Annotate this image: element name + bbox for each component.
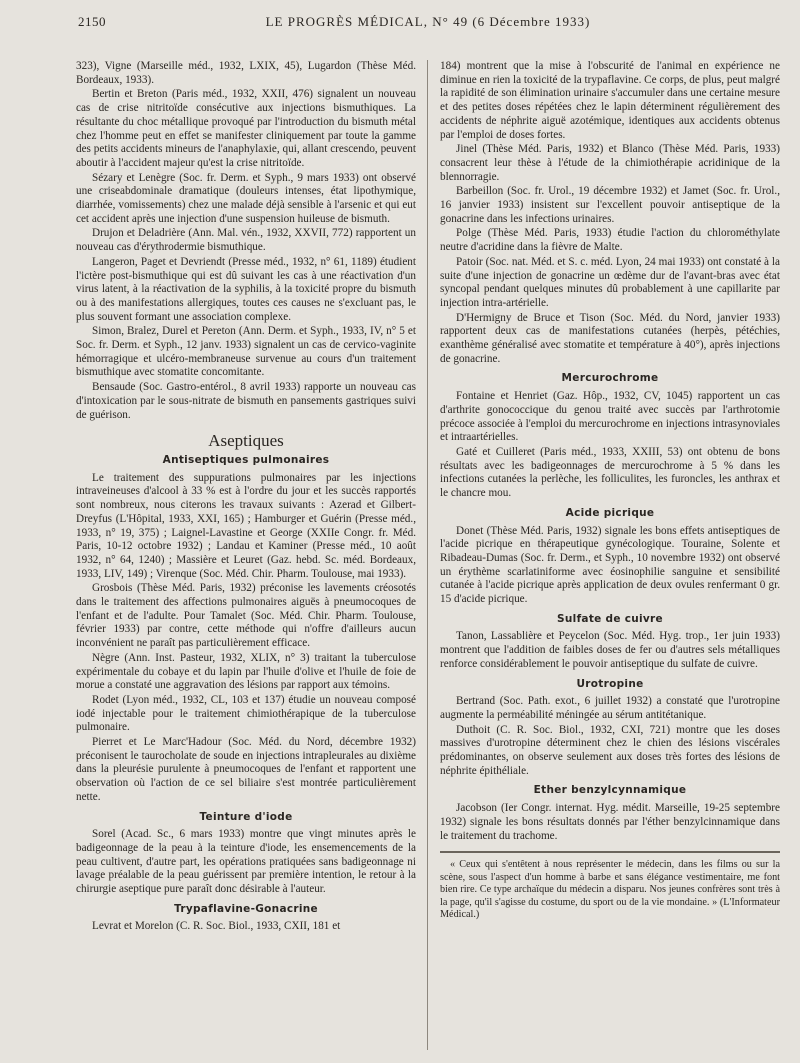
paragraph: Drujon et Deladrière (Ann. Mal. vén., 1932, XXVII, 772) rapportent un nouveau cas d'érythrodermie bismuthique. bbox=[76, 227, 416, 254]
paragraph: Pierret et Le Marc'Hadour (Soc. Méd. du Nord, décembre 1932) préconisent le taurocholate de soude en injections intrapleurales au dixième dans la pleurésie purulente à pneumocoques de l'enfant et rapportent une observation où l'action de ce sel biliaire s'est montrée particulièrement nette. bbox=[76, 736, 416, 803]
paragraph: Sézary et Lenègre (Soc. fr. Derm. et Syph., 9 mars 1933) ont observé une criseabdominale dramatique (douleurs intenses, état lipothymique, diarrhée, vomissements) chez une malade déjà sensible à l'arsenic et qui eut cet accident après une injection d'une suspension huileuse de bismuth. bbox=[76, 171, 416, 225]
subsection-heading: Mercurochrome bbox=[561, 372, 659, 385]
subsection-heading: Sulfate de cuivre bbox=[557, 612, 663, 625]
paragraph: 184) montrent que la mise à l'obscurité de l'animal en expérience ne diminue en rien la toxicité de la trypaflavine. Ce corps, de plus, peut malgré la rapidité de son élimination urinaire s'accumuler dans une certaine mesure et des petites doses répétées chez le lapin déterminent régulièrement des accidents de néphrite aiguë azotémique, identiques aux accidents obtenus par l'emploi de doses fortes. bbox=[440, 60, 780, 141]
footnote-quote: « Ceux qui s'entêtent à nous représenter le médecin, dans les films ou sur la scène, sous l'aspect d'un homme à barbe et sans élégance vestimentaire, me font bien rire. Ce type archaïque du médecin a disparu. Nos jeunes confrères sont très à la page, qu'il s'agisse du costume, du sport ou de la vie mondaine. » (L'Informateur Médical.) bbox=[440, 859, 780, 921]
subsection-heading: Urotropine bbox=[576, 677, 644, 690]
section-title: Aseptiques bbox=[208, 431, 284, 451]
subsection-heading: Teinture d'iode bbox=[199, 810, 293, 823]
subsection-heading: Trypaflavine-Gonacrine bbox=[174, 902, 318, 915]
paragraph: Donet (Thèse Méd. Paris, 1932) signale les bons effets antiseptiques de l'acide picrique en thérapeutique gynécologique. Touraine, Solente et Ribadeau-Dumas (Soc. fr. Derm., et Syph., 10 novembre 1932) ont observé un érythème scarlatiniforme avec éosinophilie sanguine et sensibilité cutanée à l'acide picrique après application de deux ovules renfermant 0 gr. 15 d'acide picrique. bbox=[440, 524, 780, 606]
paragraph: Bertrand (Soc. Path. exot., 6 juillet 1932) a constaté que l'urotropine augmente la perméabilité méningée au sérum antitétanique. bbox=[440, 695, 780, 721]
paragraph: Sorel (Acad. Sc., 6 mars 1933) montre que vingt minutes après le badigeonnage de la peau à la teinture d'iode, les ensemencements de la peau cultivent, d'autre part, les opérations pratiquées sans badigeonnage ni lavage préalable de la peau guérissent par première intention, le retour à la chirurgie aseptique pure paraît donc désirable à l'auteur. bbox=[76, 828, 416, 896]
paragraph: Rodet (Lyon méd., 1932, CL, 103 et 137) étudie un nouveau composé iodé injectable pour le traitement chimiothérapique de la tuberculose pulmonaire. bbox=[76, 693, 416, 734]
left-column bbox=[76, 60, 416, 1060]
paragraph: Patoir (Soc. nat. Méd. et S. c. méd. Lyon, 24 mai 1933) ont constaté à la suite d'une injection de gonacrine un œdème dur de l'avant-bras avec état syncopal pendant quelques minutes dû probablement à une capillarite par injection intra-artérielle. bbox=[440, 255, 780, 309]
paragraph: 323), Vigne (Marseille méd., 1932, LXIX, 45), Lugardon (Thèse Méd. Bordeaux, 1933). bbox=[76, 60, 416, 86]
paragraph: Barbeillon (Soc. fr. Urol., 19 décembre 1932) et Jamet (Soc. fr. Urol., 16 janvier 1933) insistent sur l'excellent pouvoir antiseptique de la gonacrine dans les infections urinaires. bbox=[440, 185, 780, 225]
subsection-heading: Antiseptiques pulmonaires bbox=[162, 453, 330, 466]
paragraph: Gaté et Cuilleret (Paris méd., 1933, XXIII, 53) ont obtenu de bons résultats avec les badigeonnages de mercurochrome à 5 % dans les infections cutanées la perlèche, les folliculites, les furoncles, les anthrax et le chancre mou. bbox=[440, 445, 780, 500]
right-column bbox=[440, 60, 780, 1060]
subsection-heading: Acide picrique bbox=[565, 506, 655, 519]
paragraph: Jacobson (Ier Congr. internat. Hyg. médit. Marseille, 19-25 septembre 1932) signale les bons résultats donnés par l'éther benzylcinnamique dans le traitement du trachome. bbox=[440, 802, 780, 842]
paragraph: Le traitement des suppurations pulmonaires par les injections intraveineuses d'alcool à 33 % est à l'ordre du jour et les succès rapportés sont nombreux, nous citerons les travaux suivants : Azerad et Gilbert-Dreyfus (L'Hôpital, 1933, XXI, 165) ; Hamburger et Guérin (Presse méd., 1933, n° 19, 375) ; Laignel-Lavastine et George (XXIIe Congr. fr. Méd. Paris, 10-12 octobre 1932) ; Landau et Kaminer (Presse méd., 10 août 1932, n° 64, 1240) ; Massière et Leuret (Gaz. hebd. Sc. méd. Bordeaux, 1933, LIV, 149) ; Virenque (Soc. Méd. Chir. Pharm. Toulouse, mai 1933). bbox=[76, 471, 416, 580]
paragraph: Fontaine et Henriet (Gaz. Hôp., 1932, CV, 1045) rapportent un cas d'arthrite gonococcique du genou traité avec succès par l'arthrotomie précoce associée à l'emploi du mercurochrome en injections intrasynoviales et intraartérielles. bbox=[440, 390, 780, 444]
paragraph: Nègre (Ann. Inst. Pasteur, 1932, XLIX, n° 3) traitant la tuberculose expérimentale du cobaye et du lapin par l'huile d'olive et l'huile de foie de morue a constaté une aggravation des lésions par rapport aux témoins. bbox=[76, 651, 416, 692]
paragraph: Grosbois (Thèse Méd. Paris, 1932) préconise les lavements créosotés dans le traitement des affections pulmonaires aiguës à pneumocoques de l'enfant et de l'adulte. Pour Tamalet (Soc. Méd. Chir. Pharm. Toulouse, février 1933) par contre, cette méthode qui n'offre d'ailleurs aucun inconvénient ne paraît pas particulièrement efficace. bbox=[76, 582, 416, 650]
column-divider bbox=[427, 60, 428, 1050]
paragraph: Polge (Thèse Méd. Paris, 1933) étudie l'action du chlorométhylate neutre d'acridine dans la fièvre de Malte. bbox=[440, 227, 780, 254]
journal-title: LE PROGRÈS MÉDICAL, N° 49 (6 Décembre 1933) bbox=[265, 14, 591, 29]
subsection-heading: Ether benzylcynnamique bbox=[533, 784, 687, 797]
paragraph: Simon, Bralez, Durel et Pereton (Ann. Derm. et Syph., 1933, IV, n° 5 et Soc. fr. Derm. et Syph., 12 janv. 1933) signalent un cas de cervico-vaginite hémorragique et ulcéro-membraneuse survenue au cours d'un traitement bismuthique avec stomatite concomitante. bbox=[76, 325, 416, 379]
paragraph: Bensaude (Soc. Gastro-entérol., 8 avril 1933) rapporte un nouveau cas d'intoxication par le sous-nitrate de bismuth en pansements gastriques suivi de guérison. bbox=[76, 381, 416, 421]
paragraph: Duthoit (C. R. Soc. Biol., 1932, CXI, 721) montre que les doses massives d'urotropine déterminent chez le chien des lésions viscérales prédominantes, on observe seulement aux doses très fortes des lésions de néphrite épithéliale. bbox=[440, 723, 780, 777]
paragraph: Langeron, Paget et Devriendt (Presse méd., 1932, n° 61, 1189) étudient l'ictère post-bismuthique qui est dû suivant les cas à une réactivation d'un virus latent, à la réactivation de la syphilis, à la toxicité propre du bismuth ou à des manifestations allergiques, toutes ces causes ne s'excluant pas, le plus souvent formant une association complexe. bbox=[76, 255, 416, 323]
paragraph: Tanon, Lassablière et Peycelon (Soc. Méd. Hyg. trop., 1er juin 1933) montrent que l'addition de faibles doses de fer ou d'autres sels métalliques renforce considérablement le pouvoir antiseptique du sulfate de cuivre. bbox=[440, 630, 780, 670]
running-head bbox=[78, 14, 778, 34]
paragraph: Jinel (Thèse Méd. Paris, 1932) et Blanco (Thèse Méd. Paris, 1933) consacrent leur thèse à l'étude de la chimiothérapie acridinique de la blennorragie. bbox=[440, 143, 780, 183]
paragraph: Bertin et Breton (Paris méd., 1932, XXII, 476) signalent un nouveau cas de crise nitritoïde consécutive aux injections bismuthiques. La résultante du choc métallique provoqué par l'introduction du bismuth métal chez l'homme peut en effet se manifester cliniquement par toute la gamme des petits accidents mineurs de l'anaphylaxie, qui, allant crescendo, peuvent aboutir à l'accident majeur qu'est la crise nitritoïde. bbox=[76, 88, 416, 169]
paragraph: D'Hermigny de Bruce et Tison (Soc. Méd. du Nord, janvier 1933) rapportent deux cas de manifestations cutanées (herpès, pétéchies, exanthème généralisé avec stomatite et température à 40°), après injections de gonacrine. bbox=[440, 311, 780, 365]
page-number: 2150 bbox=[78, 14, 106, 29]
footnote-rule bbox=[440, 851, 780, 853]
paragraph: Levrat et Morelon (C. R. Soc. Biol., 1933, CXII, 181 et bbox=[92, 920, 341, 933]
